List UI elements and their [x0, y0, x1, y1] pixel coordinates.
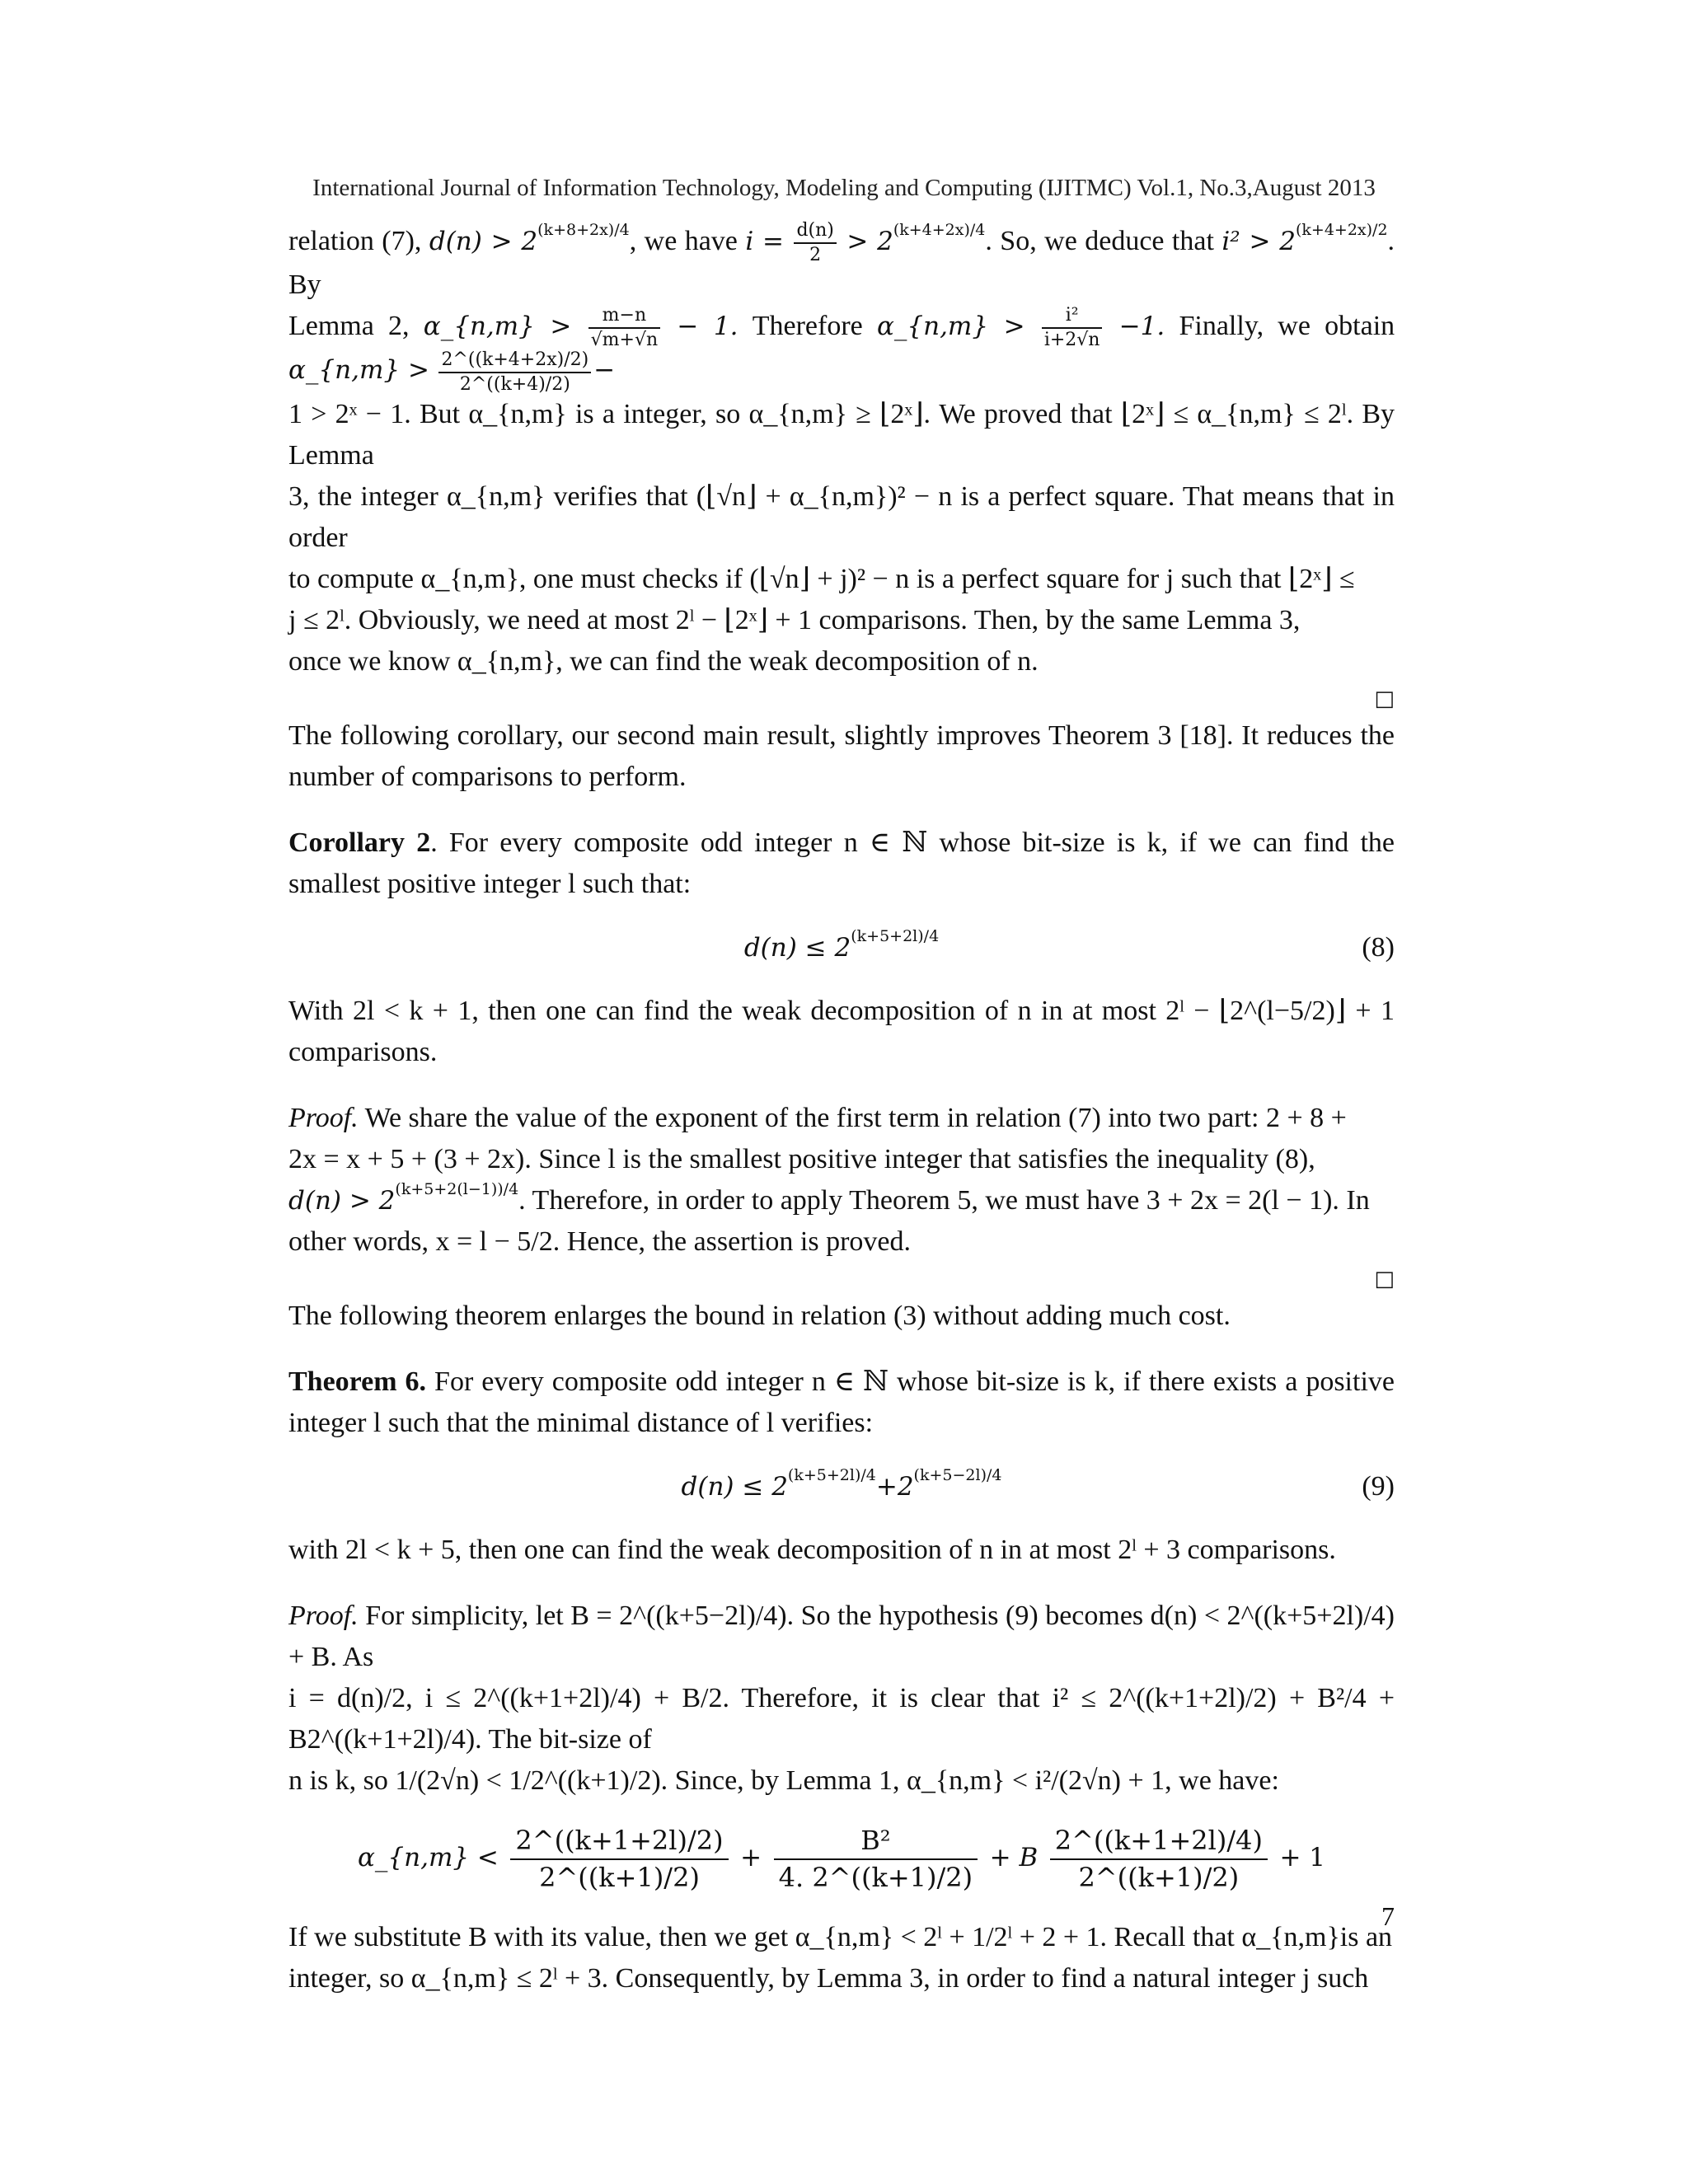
theorem-intro-paragraph: The following theorem enlarges the bound in relation (3) without adding much cost. [288, 1300, 1231, 1331]
proof-continuation-line-4: 3, the integer α_{n,m} verifies that (⌊√n⌋ + α_{n,m})² − n is a perfect square. That means that in order [288, 480, 1395, 553]
equation-9: $d(n) \le 2^{(k+5+2l)/4}+2^{(k+5-2l)/4}$ (9) [288, 1462, 1395, 1511]
corollary-intro-paragraph: The following corollary, our second main result, slightly improves Theorem 3 [18]. It reduces the number of comparisons to perform. [288, 719, 1395, 792]
theorem-label: Theorem 6. [288, 1366, 427, 1397]
theorem-conclusion: with 2l < k + 5, then one can find the weak decomposition of n in at most 2ˡ + 3 comparisons. [288, 1534, 1336, 1565]
proof-line-3: $d(n) > 2^{(k+5+2(l-1))/4}$. Therefore, in order to apply Theorem 5, we must have 3 + 2x = 2(l − 1). In [288, 1179, 1370, 1216]
proof-continuation-line-1: relation (7), $d(n) > 2^{(k+8+2x)/4}$, we have i = $\frac{d(n)}{2}$ > $2^{(k+4+2x)/4}$. So, we deduce that $i^2 > 2^{(k+4+2x)/2}$. By [288, 220, 1395, 301]
page-number: 7 [1381, 1901, 1395, 1931]
proof-continuation-line-2: Lemma 2, α_{n,m} > $\frac{m-n}{√m+√n}$ − 1. Therefore α_{n,m} > $\frac{\text{i²}}{i+2√n}$ −1. Finally, we obtain α_{n,m} > $\frac{2\^{}((k+4+2x)/2)}{2\^{}((k+4)/2)}$ − [288, 305, 1395, 395]
qed-symbol: □ [1374, 1266, 1395, 1291]
proof-label: Proof. [288, 1102, 359, 1133]
proof-line-4: other words, x = l − 5/2. Hence, the assertion is proved. [288, 1226, 912, 1257]
qed-symbol: □ [1374, 686, 1395, 711]
corollary-conclusion: With 2l < k + 1, then one can find the weak decomposition of n in at most 2ˡ − ⌊2^(l−5/2)⌋ + 1 comparisons. [288, 995, 1395, 1067]
journal-header: International Journal of Information Technology, Modeling and Computing (IJITMC) Vol.1, No.3,August 2013 [312, 175, 1376, 201]
corollary-statement: Corollary 2. For every composite odd integer n ∈ ℕ whose bit-size is k, if we can find the smallest positive integer l such that: [288, 827, 1395, 899]
proof-line-2: 2x = x + 5 + (3 + 2x). Since l is the smallest positive integer that satisfies the inequality (8), [288, 1143, 1315, 1174]
proof2-line-2: i = d(n)/2, i ≤ 2^((k+1+2l)/4) + B/2. Therefore, it is clear that i² ≤ 2^((k+1+2l)/2) + B²/4 + B2^((k+1+2l)/4). The bit-size of [288, 1682, 1395, 1755]
proof2-line-1: Proof. For simplicity, let B = 2^((k+5−2l)/4). So the hypothesis (9) becomes d(n) < 2^((k+5+2l)/4) + B. As [288, 1600, 1395, 1672]
proof2-after-line-1: If we substitute B with its value, then we get α_{n,m} < 2ˡ + 1/2ˡ + 2 + 1. Recall that α_{n,m}is an [288, 1921, 1393, 1952]
proof-continuation-line-5: to compute α_{n,m}, one must checks if (⌊√n⌋ + j)² − n is a perfect square for j such that ⌊2ˣ⌋ ≤ [288, 563, 1355, 594]
proof-continuation-line-3: 1 > 2ˣ − 1. But α_{n,m} is a integer, so α_{n,m} ≥ ⌊2ˣ⌋. We proved that ⌊2ˣ⌋ ≤ α_{n,m} ≤ 2ˡ. By Lemma [288, 398, 1395, 471]
page-body [288, 221, 1395, 1999]
equation-number: (9) [1362, 1470, 1395, 1502]
corollary-label: Corollary 2 [288, 827, 431, 858]
equation-number: (8) [1362, 931, 1395, 963]
theorem-statement: Theorem 6. For every composite odd integer n ∈ ℕ whose bit-size is k, if there exists a positive integer l such that the minimal distance of l verifies: [288, 1366, 1395, 1438]
proof-continuation-line-6: j ≤ 2ˡ. Obviously, we need at most 2ˡ − ⌊2ˣ⌋ + 1 comparisons. Then, by the same Lemma 3, [288, 604, 1301, 635]
proof-label: Proof. [288, 1600, 359, 1631]
proof2-after-line-2: integer, so α_{n,m} ≤ 2ˡ + 3. Consequently, by Lemma 3, in order to find a natural integer j such [288, 1962, 1369, 1994]
equation-8: $d(n) \le 2^{(k+5+2l)/4}$ (8) [288, 923, 1395, 972]
proof2-line-3: n is k, so 1/(2√n) < 1/2^((k+1)/2). Since, by Lemma 1, α_{n,m} < i²/(2√n) + 1, we have: [288, 1765, 1279, 1796]
proof-continuation-line-7: once we know α_{n,m}, we can find the weak decomposition of n. [288, 645, 1039, 677]
alpha-bound-equation: α_{n,m} < $\frac{2\^{}((k+1+2l)/2)}{2\^{}((k+1)/2)}$ + $\frac{\text{B²}}{4. 2\^{}((k+1)/2)}$ + B $\frac{2\^{}((k+1+2l)/4)}{2\^{}((k+1)/2)}$ + 1 [357, 1824, 1326, 1893]
proof-paragraph: Proof. We share the value of the exponent of the first term in relation (7) into two part: 2 + 8 + [288, 1102, 1347, 1133]
